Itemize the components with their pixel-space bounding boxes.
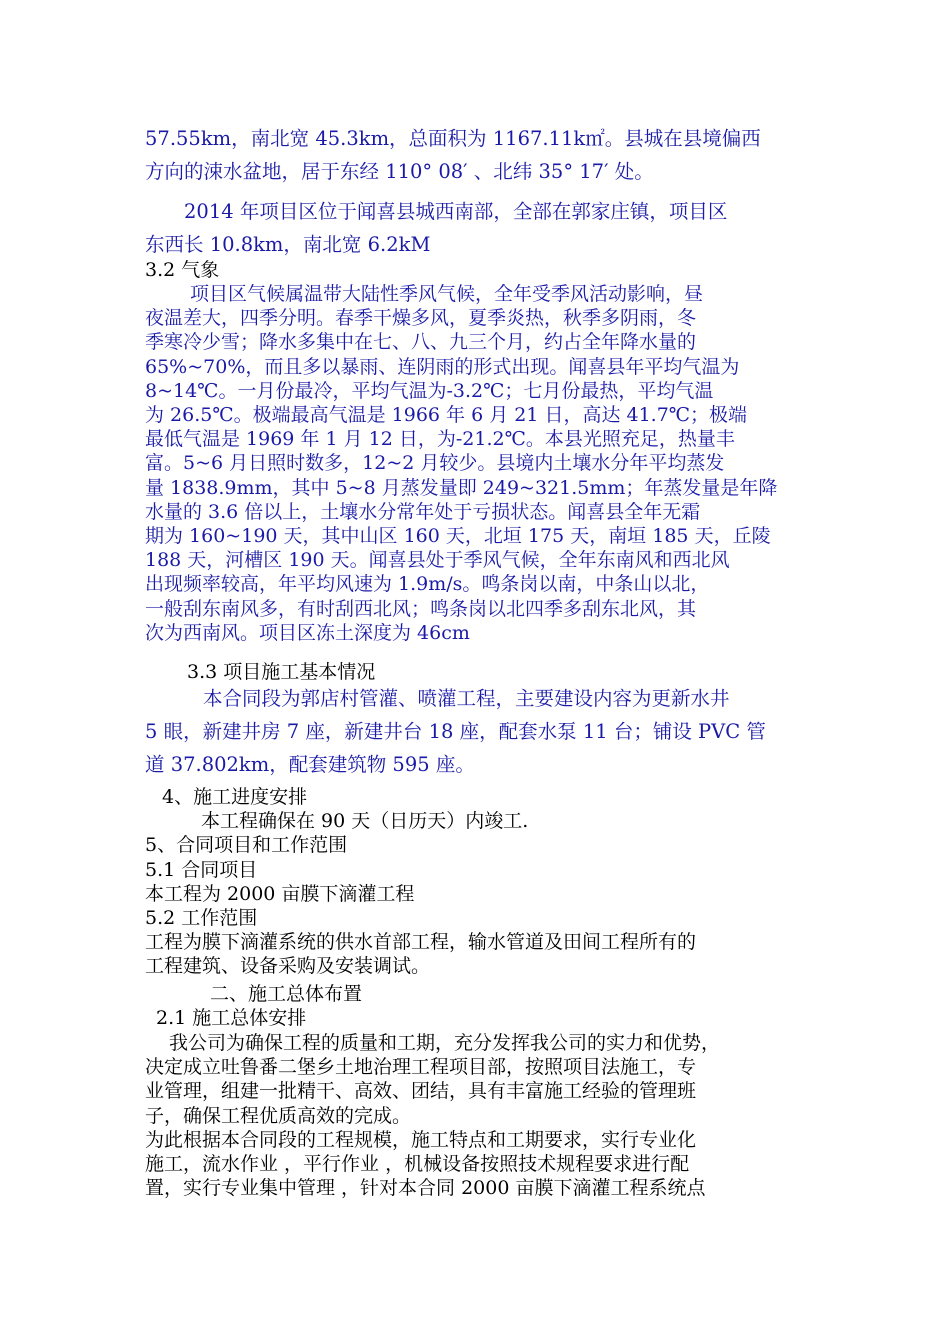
- text-line: 为此根据本合同段的工程规模，施工特点和工期要求，实行专业化: [145, 1129, 697, 1151]
- subsection-heading-contract-item: 5.1 合同项目: [145, 859, 258, 881]
- text-line: 方向的涑水盆地，居于东经 110° 08′ 、北纬 35° 17′ 处。: [145, 160, 654, 183]
- text-line: 施工，流水作业 ，平行作业 ，机械设备按照技术规程要求进行配: [145, 1153, 690, 1176]
- text-line: 为 26.5℃。极端最高气温是 1966 年 6 月 21 日，高达 41.7℃；极端: [145, 404, 748, 427]
- chapter-heading-layout: 二、施工总体布置: [210, 983, 363, 1005]
- text-line: 我公司为确保工程的质量和工期，充分发挥我公司的实力和优势，: [169, 1032, 721, 1054]
- text-line: 188 天，河槽区 190 天。闻喜县处于季风气候，全年东南风和西北风: [145, 549, 730, 572]
- text-line: 出现频率较高，年平均风速为 1.9m/s。鸣条岗以南，中条山以北，: [145, 573, 710, 596]
- text-line: 夜温差大，四季分明。春季干燥多风，夏季炎热，秋季多阴雨，冬: [145, 307, 697, 330]
- section-heading-general: 2.1 施工总体安排: [156, 1007, 307, 1029]
- contract-item-paragraph: 本工程为 2000 亩膜下滴灌工程: [145, 883, 415, 905]
- text-line: 工程为膜下滴灌系统的供水首部工程，输水管道及田间工程所有的: [145, 931, 697, 953]
- text-line: 富。5~6 月日照时数多，12~2 月较少。县境内土壤水分年平均蒸发: [145, 452, 725, 475]
- text-line: 水量的 3.6 倍以上，土壤水分常年处于亏损状态。闻喜县全年无霜: [145, 500, 701, 523]
- text-line: 65%~70%，而且多以暴雨、连阴雨的形式出现。闻喜县年平均气温为: [145, 355, 740, 378]
- climate-paragraph: [145, 282, 815, 645]
- construction-paragraph: [145, 682, 815, 781]
- organization-paragraph: [145, 1128, 815, 1201]
- text-line: 道 37.802km，配套建筑物 595 座。: [145, 753, 475, 776]
- text-line: 东西长 10.8km，南北宽 6.2kM: [145, 233, 431, 256]
- text-line: 2014 年项目区位于闻喜县城西南部，全部在郭家庄镇，项目区: [184, 200, 728, 223]
- text-line: 业管理，组建一批精干、高效、团结，具有丰富施工经验的管理班: [145, 1080, 697, 1103]
- text-line: 一般刮东南风多，有时刮西北风；鸣条岗以北四季多刮东北风，其: [145, 597, 697, 620]
- location-paragraph: [145, 122, 815, 188]
- text-line: 本合同段为郭店村管灌、喷灌工程，主要建设内容为更新水井: [203, 687, 730, 710]
- text-line: 项目区气候属温带大陆性季风气候，全年受季风活动影响，昼: [190, 283, 704, 305]
- subsection-heading-scope: 5.2 工作范围: [145, 907, 258, 929]
- scope-paragraph: [145, 930, 815, 978]
- text-line: 8~14℃。一月份最冷，平均气温为-3.2℃；七月份最热，平均气温: [145, 379, 714, 402]
- general-arrangement-paragraph: [145, 1031, 815, 1128]
- section-heading-schedule: 4、施工进度安排: [162, 786, 308, 808]
- section-heading-construction: 3.3 项目施工基本情况: [187, 661, 376, 683]
- text-line: 量 1838.9mm，其中 5~8 月蒸发量即 249~321.5mm；年蒸发量是年降: [145, 476, 778, 499]
- text-line: 工程建筑、设备采购及安装调试。: [145, 955, 431, 978]
- text-line: 最低气温是 1969 年 1 月 12 日，为-21.2℃。本县光照充足，热量丰: [145, 428, 735, 451]
- text-line: 季寒冷少雪；降水多集中在七、八、九三个月，约占全年降水量的: [145, 331, 697, 354]
- text-line: 子，确保工程优质高效的完成。: [145, 1104, 412, 1127]
- section-heading-contract: 5、合同项目和工作范围: [145, 834, 348, 856]
- text-line: 期为 160~190 天，其中山区 160 天，北垣 175 天，南垣 185 天，丘陵: [145, 525, 771, 548]
- text-line: 决定成立吐鲁番二堡乡土地治理工程项目部，按照项目法施工，专: [145, 1056, 697, 1079]
- project-area-paragraph: [145, 195, 815, 261]
- section-heading-climate: 3.2 气象: [145, 259, 220, 281]
- text-line: 57.55km，南北宽 45.3km，总面积为 1167.11k㎡。县城在县境偏西: [145, 127, 761, 150]
- text-line: 5 眼，新建井房 7 座，新建井台 18 座，配套水泵 11 台；铺设 PVC 管: [145, 720, 766, 743]
- text-line: 置，实行专业集中管理 ，针对本合同 2000 亩膜下滴灌工程系统点: [145, 1177, 706, 1200]
- text-line: 次为西南风。项目区冻土深度为 46cm: [145, 621, 470, 644]
- schedule-paragraph: 本工程确保在 90 天（日历天）内竣工.: [201, 810, 529, 832]
